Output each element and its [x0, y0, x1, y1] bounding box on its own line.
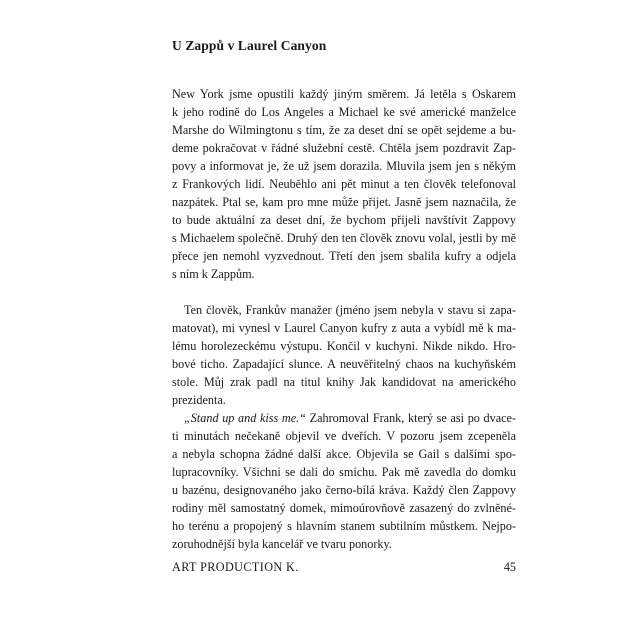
text-line: k jeho rodině do Los Angeles a Michael ke své americké manželce	[172, 105, 516, 119]
text-line: a nebyla schopna žádné další akce. Objevila se Gail s dalšími spo-	[172, 447, 516, 461]
text-line: to bude aktuální za deset dní, že bychom přijeli navštívit Zappovy	[172, 213, 516, 227]
text-line: u bazénu, designovaného jako černo-bílá kráva. Každý člen Zappovy	[172, 483, 516, 497]
text-line: ho terénu a propojený s hlavním stanem subtilním můstkem. Nejpo-	[172, 519, 516, 533]
text-line: New York jsme opustili každý jiným směrem. Já letěla s Oskarem	[172, 87, 516, 101]
text-line: s ním k Zappům.	[172, 267, 255, 281]
text-line	[172, 409, 516, 427]
quote-text: „Stand up and kiss me.“	[184, 411, 306, 425]
text-line: stole. Můj zrak padl na titul knihy Jak kandidovat na amerického	[172, 375, 516, 389]
paragraph-3	[172, 409, 516, 553]
text-line: lupracovníky. Všichni se dali do smíchu. Pak mě zavedla do domku	[172, 465, 516, 479]
text-line: prezidenta.	[172, 393, 226, 407]
text-line: deme pokračovat v řádné služební cestě. Chtěla jsem pozdravit Zap-	[172, 141, 516, 155]
text-line: nazpátek. Ptal se, kam pro mne může přijet. Jasně jsem naznačila, že	[172, 195, 516, 209]
chapter-title: U Zappů v Laurel Canyon	[172, 38, 327, 53]
text-line: z Frankových lidí. Neuběhlo ani pět minut a ten člověk telefonoval	[172, 177, 516, 191]
paragraph-2	[172, 301, 516, 409]
paragraph-gap	[172, 283, 516, 301]
body-text	[172, 85, 516, 553]
text-line: rodiny měl samostatný domek, mimoúrovňově zasazený do zvlněné-	[172, 501, 516, 515]
text-line: matovat), mi vynesl v Laurel Canyon kufry z auta a vybídl mě k ma-	[172, 321, 516, 335]
text-line: zoruhodnější byla kancelář ve tvaru ponorky.	[172, 537, 392, 551]
text-line: povy a informovat je, že už jsem dorazila. Mluvila jsem jen s někým	[172, 159, 516, 173]
paragraph-1	[172, 85, 516, 283]
text-line: ti minutách nečekaně objevil ve dveřích. V pozoru jsem zcepeněla	[172, 429, 516, 443]
text-line: Ten člověk, Frankův manažer (jméno jsem nebyla v stavu si zapa-	[184, 303, 516, 317]
text-line: Marshe do Wilmingtonu s tím, že za deset dní se opět sejdeme a bu-	[172, 123, 516, 137]
text-line: s Michaelem společně. Druhý den ten člověk znovu volal, jestli by mě	[172, 231, 516, 245]
text-line: lému horolezeckému výstupu. Končil v kuchyni. Nikde nikdo. Hro-	[172, 339, 516, 353]
text-line-rest: Zahromoval Frank, který se asi po dvace-	[305, 411, 517, 425]
publisher-name: ART PRODUCTION K.	[172, 560, 299, 574]
page-footer	[172, 560, 516, 575]
text-line: bové ticho. Zapadající slunce. A neuvěřitelný chaos na kuchyňském	[172, 357, 516, 371]
page-number: 45	[503, 560, 516, 574]
text-line: přece jen nemohl vyzvednout. Třetí den jsem sbalila kufry a odjela	[172, 249, 516, 263]
